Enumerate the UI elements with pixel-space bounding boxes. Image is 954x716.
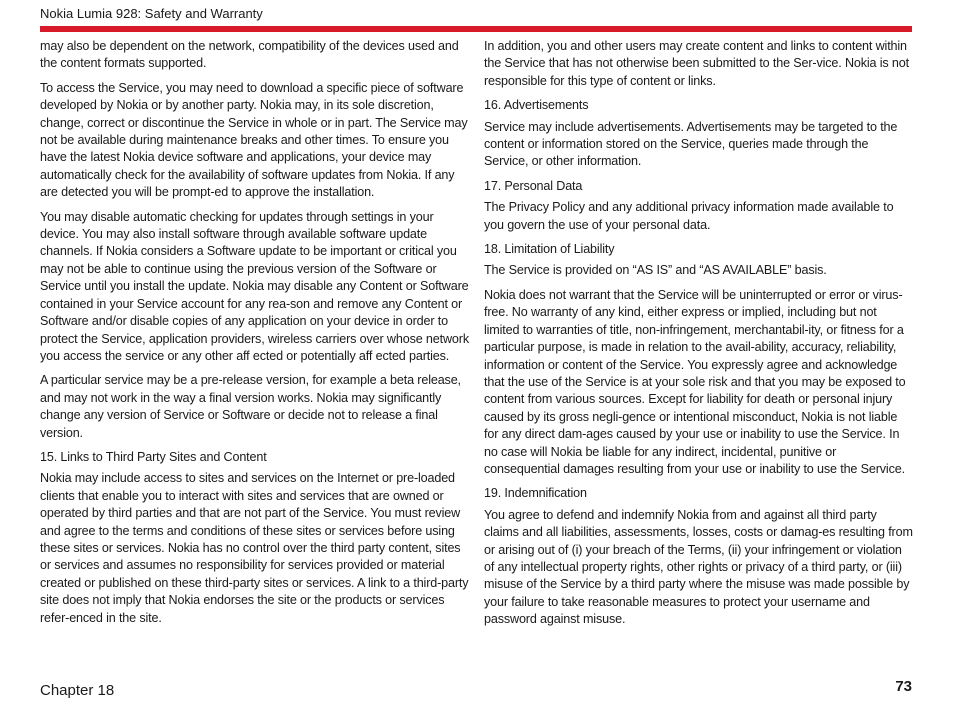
paragraph: In addition, you and other users may create content and links to content within the Service that has not otherwise been submitted to the Ser-vice. Nokia is not responsible for this type of content or links. [484, 39, 909, 88]
paragraph: A particular service may be a pre-release version, for example a beta release, and may not work in the way a final version works. Nokia may significantly change any version of Service or Software or decide not to release a final version. [40, 373, 461, 440]
section-heading-19: 19. Indemnification [484, 486, 587, 501]
right-column [484, 38, 914, 636]
paragraph: Nokia does not warrant that the Service will be uninterrupted or error or virus-free. No warranty of any kind, either express or implied, including but not limited to warranties of title, non-infringement, merchantabil-ity, or fitness for a particular purpose, is made in relation to the avail-ability, accuracy, reliability, information or content of the Service. You expressly agree and acknowledge that the use of the Service is at your sole risk and that you may be exposed to content from various sources. Except for liability for death or personal injury caused by its gross negli-gence or intentional misconduct, Nokia is not liable for any direct dam-ages caused by your use or inability to use the Service. In no case will Nokia be liable for any indirect, incidental, punitive or consequential damages resulting from your use or inability to use the Service. [484, 287, 906, 476]
paragraph: Nokia may include access to sites and services on the Internet or pre-loaded clients that enable you to interact with sites and services that are owned or operated by third parties and that are not part of the Service. You must review and agree to the terms and conditions of these sites or services before using these sites or services. Nokia has no control over the third party content, sites or services and assumes no responsibility for services provided or material created or published on these third-party sites or services. A link to a third-party site does not imply that Nokia endorses the site or the products or services refer-enced in the site. [40, 471, 469, 625]
chapter-label: Chapter 18 [40, 682, 115, 699]
paragraph: Service may include advertisements. Advertisements may be targeted to the content or information stored on the Service, queries made through the Service, or other information. [484, 119, 898, 169]
section-heading-18: 18. Limitation of Liability [484, 242, 615, 257]
paragraph: You agree to defend and indemnify Nokia from and against all third party claims and all liabilities, assessments, losses, costs or damag-es resulting from or arising out of (i) your breach of the Terms, (ii) your infringement or violation of any intellectual property rights, other rights or privacy of a third party, or (iii) misuse of the Service by a third party where the misuse was made possible by your failure to take reasonable measures to protect your username and password against misuse. [484, 507, 913, 627]
left-column [40, 38, 470, 634]
paragraph: You may disable automatic checking for updates through settings in your device. You may also install software through available software update channels. If Nokia considers a Software update to be important or critical you may not be able to continue using the previous version of the Software or Service until you install the update. Nokia may disable any Content or Software contained in your Service account for any rea-son and remove any Content or Software and/or disable copies of any application on your device in order to protect the Service, application providers, wireless carriers over whose network you access the service or any other aff ected or potentially aff ected parties. [40, 209, 469, 363]
page-number: 73 [895, 678, 912, 695]
paragraph: The Privacy Policy and any additional privacy information made available to you govern the use of your personal data. [484, 200, 894, 232]
header-divider [40, 26, 912, 32]
section-heading-15: 15. Links to Third Party Sites and Content [40, 449, 267, 464]
section-heading-16: 16. Advertisements [484, 98, 589, 113]
section-heading-17: 17. Personal Data [484, 178, 583, 193]
paragraph: The Service is provided on “AS IS” and “AS AVAILABLE” basis. [484, 263, 827, 278]
document-header-title: Nokia Lumia 928: Safety and Warranty [40, 6, 263, 21]
paragraph: may also be dependent on the network, compatibility of the devices used and the content formats supported. [40, 39, 459, 71]
paragraph: To access the Service, you may need to download a specific piece of software developed by Nokia or by another party. Nokia may, in its sole discretion, change, correct or discontinue the Service in whole or in part. The Service may not be available during maintenance breaks and other times. To ensure you have the latest Nokia device software and applications, your device may automatically check for the availability of software updates from Nokia. If any are detected you will be prompt-ed to approve the installation. [40, 80, 468, 200]
